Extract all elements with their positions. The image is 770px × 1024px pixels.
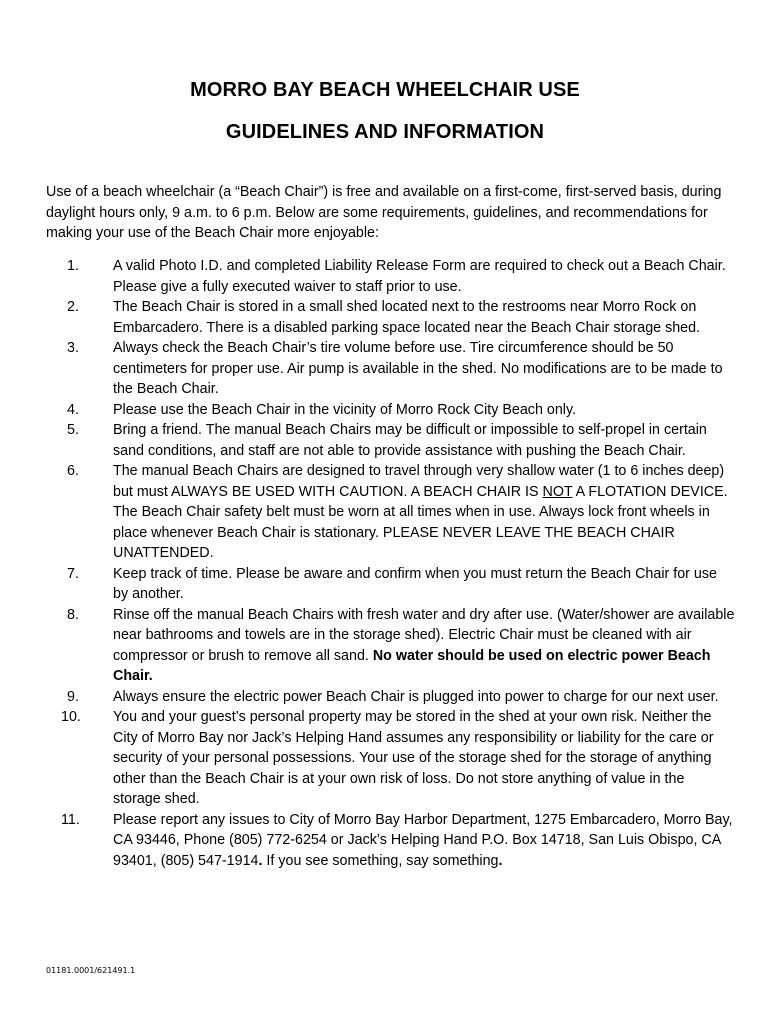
list-item-text: A valid Photo I.D. and completed Liability Release Form are required to check out a Beach Chair. Please give a fully executed waiver to staff prior to use. xyxy=(113,258,726,295)
guidelines-list xyxy=(46,256,736,871)
list-item-text: The Beach Chair is stored in a small shed located next to the restrooms near Morro Rock on Embarcadero. There is a disabled parking space located near the Beach Chair storage shed. xyxy=(113,299,701,336)
list-item-number: 8. xyxy=(67,606,79,623)
list-item-text: Please use the Beach Chair in the vicinity of Morro Rock City Beach only. xyxy=(113,401,577,418)
list-item-number: 5. xyxy=(67,422,79,438)
list-item-number: 7. xyxy=(67,565,79,582)
list-item xyxy=(46,420,736,461)
document-title-line-1: MORRO BAY BEACH WHEELCHAIR USE xyxy=(190,79,580,101)
underlined-emphasis: NOT xyxy=(542,483,573,500)
intro-paragraph: Use of a beach wheelchair (a “Beach Chair”) is free and available on a first-come, first-served basis, during daylight hours only, 9 a.m. to 6 p.m. Below are some requirements, guidelines, and recommendations for making your use of the Beach Chair more enjoyable: xyxy=(46,184,722,241)
list-item-text xyxy=(113,461,736,564)
list-item-text: Always ensure the electric power Beach Chair is plugged into power to charge for our next user. xyxy=(113,688,719,705)
list-item xyxy=(46,256,736,297)
list-item-number: 3. xyxy=(67,340,79,356)
bold-emphasis: . xyxy=(498,852,503,869)
list-item-text: Keep track of time. Please be aware and confirm when you must return the Beach Chair for use by another. xyxy=(113,565,717,602)
list-item-text-part: Rinse off the manual Beach Chairs with fresh water and dry after use. (Water/shower are available near bathrooms and towels are in the storage shed). Electric Chair must be cleaned with air compressor or brush to remove all sand. xyxy=(113,606,735,664)
document-reference-code: 01181.0001/621491.1 xyxy=(46,966,136,975)
list-item-number: 6. xyxy=(67,463,79,479)
list-item xyxy=(46,400,736,421)
list-item xyxy=(46,707,736,810)
list-item xyxy=(46,338,736,400)
bold-emphasis: No water should be used on electric power Beach Chair. xyxy=(113,647,711,684)
list-item xyxy=(46,687,736,708)
list-item-text-part: The manual Beach Chairs are designed to travel through very shallow water (1 to 6 inches deep) but must ALWAYS BE USED WITH CAUTION. A BEACH CHAIR IS xyxy=(113,463,725,500)
list-item-number: 4. xyxy=(67,401,79,418)
list-item-text: You and your guest’s personal property may be stored in the shed at your own risk. Neither the City of Morro Bay nor Jack’s Helping Hand assumes any responsibility or liability for the care or security of your personal possessions. Your use of the storage shed for the storage of anything other than the Beach Chair is at your own risk of loss. Do not store anything of value in the storage shed. xyxy=(113,709,714,807)
list-item-text: Bring a friend. The manual Beach Chairs may be difficult or impossible to self-propel in certain sand conditions, and staff are not able to provide assistance with pushing the Beach Chair. xyxy=(113,422,707,459)
list-item xyxy=(46,810,736,872)
list-item-number: 11. xyxy=(61,811,80,828)
list-item xyxy=(46,564,736,605)
list-item xyxy=(46,605,736,687)
list-item-number: 1. xyxy=(67,258,79,274)
list-item-number: 2. xyxy=(67,299,79,315)
list-item-text-part: If you see something, say something xyxy=(262,852,499,869)
list-item-number: 10. xyxy=(61,709,81,725)
list-item-text-part: Please report any issues to City of Morro Bay Harbor Department, 1275 Embarcadero, Morro Bay, CA 93446, Phone (805) 772-6254 or Jack’s Helping Hand P.O. Box 14718, San Luis Obispo, CA 93401, (805) 547-1914 xyxy=(113,811,733,869)
bold-emphasis: . xyxy=(258,852,263,869)
list-item-text xyxy=(113,810,736,872)
list-item xyxy=(46,461,736,564)
list-item-text: Always check the Beach Chair’s tire volume before use. Tire circumference should be 50 centimeters for proper use. Air pump is available in the shed. No modifications are to be made to the Beach Chair. xyxy=(113,340,723,397)
list-item xyxy=(46,297,736,338)
list-item-text-part: A FLOTATION DEVICE. The Beach Chair safety belt must be worn at all times when in use. Always lock front wheels in place whenever Beach Chair is stationary. PLEASE NEVER LEAVE THE BEACH CHAIR UNATTENDED. xyxy=(113,483,728,561)
list-item-text xyxy=(113,605,736,687)
list-item-number: 9. xyxy=(67,688,79,705)
document-title-line-2: GUIDELINES AND INFORMATION xyxy=(225,121,545,143)
